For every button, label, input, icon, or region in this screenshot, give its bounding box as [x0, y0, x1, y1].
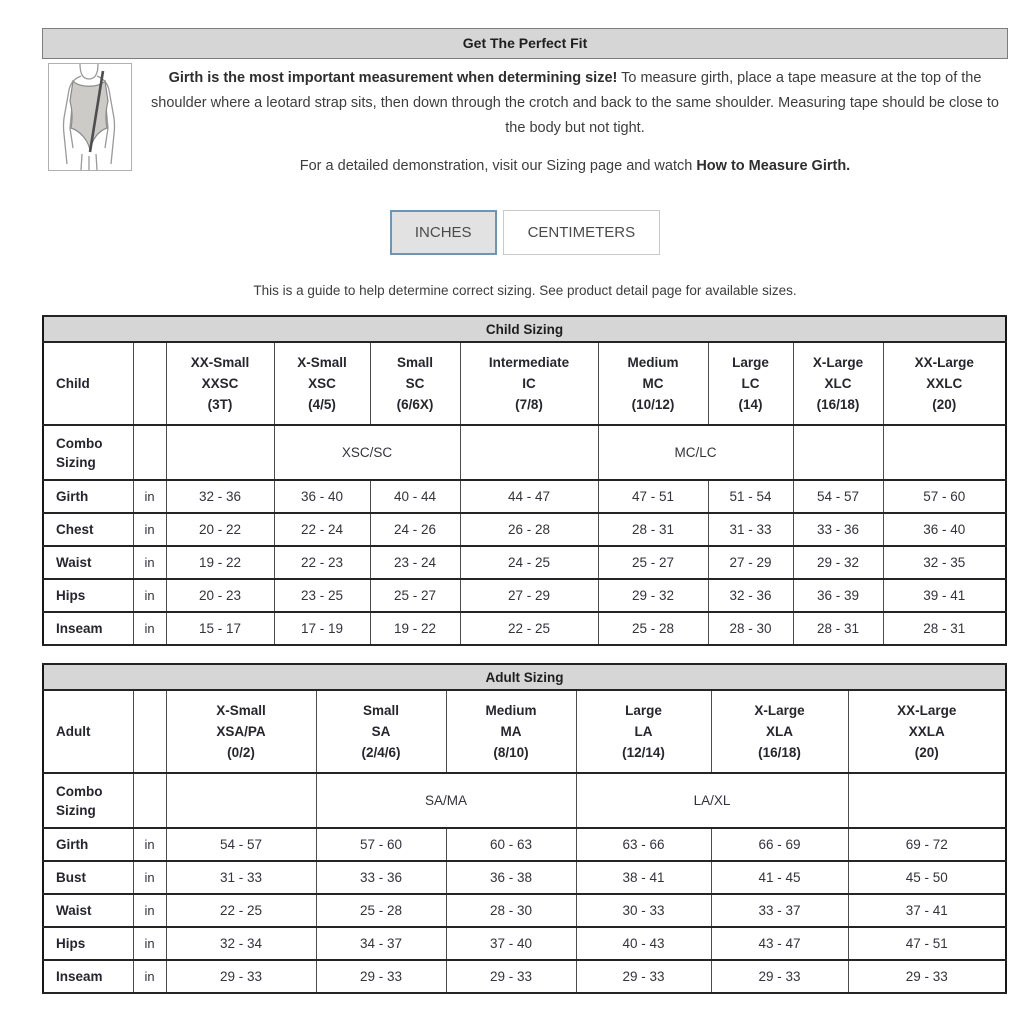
- size-range-cell: 27 - 29: [460, 579, 598, 612]
- size-header-line: XSC: [308, 376, 336, 391]
- table-group-label: Child: [43, 342, 133, 425]
- size-range-cell: 39 - 41: [883, 579, 1006, 612]
- size-range-cell: 25 - 27: [370, 579, 460, 612]
- size-range-cell: 32 - 35: [883, 546, 1006, 579]
- size-column-header: [711, 690, 848, 773]
- unit-cell: in: [133, 960, 166, 993]
- size-range-cell: 22 - 25: [166, 894, 316, 927]
- size-range-cell: 33 - 36: [793, 513, 883, 546]
- combo-size-cell: SA/MA: [316, 773, 576, 828]
- combo-size-cell: [460, 425, 598, 480]
- unit-toggle: [42, 210, 1008, 255]
- size-header-line: XX-Small: [190, 355, 250, 370]
- size-range-cell: 22 - 23: [274, 546, 370, 579]
- size-header-line: MC: [642, 376, 664, 391]
- size-column-header: [274, 342, 370, 425]
- size-header-line: XSA/PA: [216, 724, 266, 739]
- centimeters-button[interactable]: CENTIMETERS: [503, 210, 661, 255]
- size-range-cell: 41 - 45: [711, 861, 848, 894]
- size-range-cell: 32 - 36: [708, 579, 793, 612]
- size-range-cell: 28 - 31: [883, 612, 1006, 645]
- size-range-cell: 29 - 32: [793, 546, 883, 579]
- size-range-cell: 24 - 25: [460, 546, 598, 579]
- unit-cell: in: [133, 513, 166, 546]
- size-range-cell: 29 - 33: [711, 960, 848, 993]
- sizing-guide-note: This is a guide to help determine correct sizing. See product detail page for available sizes.: [253, 283, 797, 298]
- size-range-cell: 45 - 50: [848, 861, 1006, 894]
- measurement-row: [43, 894, 1006, 927]
- size-range-cell: 29 - 33: [316, 960, 446, 993]
- size-header-line: SC: [405, 376, 425, 391]
- size-column-header: [370, 342, 460, 425]
- size-range-cell: 36 - 39: [793, 579, 883, 612]
- size-range-cell: 47 - 51: [598, 480, 708, 513]
- unit-cell: in: [133, 546, 166, 579]
- measurement-label: Hips: [43, 579, 133, 612]
- size-header-line: LC: [741, 376, 760, 391]
- size-range-cell: 30 - 33: [576, 894, 711, 927]
- size-range-cell: 31 - 33: [708, 513, 793, 546]
- measurement-row: [43, 480, 1006, 513]
- demo-instruction-text: [42, 158, 1008, 174]
- size-range-cell: 40 - 43: [576, 927, 711, 960]
- combo-size-cell: XSC/SC: [274, 425, 460, 480]
- unit-column-header: [133, 342, 166, 425]
- unit-cell: in: [133, 480, 166, 513]
- size-column-header: [576, 690, 711, 773]
- measurement-row: [43, 513, 1006, 546]
- inches-button[interactable]: INCHES: [390, 210, 497, 255]
- size-header-line: X-Small: [216, 703, 266, 718]
- unit-cell: in: [133, 828, 166, 861]
- measurement-row: [43, 612, 1006, 645]
- measurement-label: Hips: [43, 927, 133, 960]
- size-range-cell: 29 - 33: [166, 960, 316, 993]
- size-range-cell: 25 - 28: [316, 894, 446, 927]
- size-range-cell: 20 - 22: [166, 513, 274, 546]
- size-range-cell: 37 - 41: [848, 894, 1006, 927]
- size-guide-page: [42, 28, 1008, 994]
- adult-sizing-table: [42, 663, 1007, 994]
- combo-row-label: Combo Sizing: [43, 773, 133, 828]
- size-range-cell: 28 - 30: [708, 612, 793, 645]
- unit-cell: in: [133, 579, 166, 612]
- girth-intro-rest: To measure girth, place a tape measure at the top of the shoulder where a leotard strap sits, then down through the crotch and back to the same shoulder. Measuring tape should be close to the body but not tight.: [151, 70, 999, 136]
- size-range-cell: 57 - 60: [883, 480, 1006, 513]
- size-header-line: LA: [634, 724, 653, 739]
- combo-size-cell: [883, 425, 1006, 480]
- size-column-header: [793, 342, 883, 425]
- size-range-cell: 54 - 57: [166, 828, 316, 861]
- size-range-cell: 32 - 34: [166, 927, 316, 960]
- size-range-cell: 40 - 44: [370, 480, 460, 513]
- size-header-line: (16/18): [816, 397, 860, 412]
- size-range-cell: 66 - 69: [711, 828, 848, 861]
- size-range-cell: 27 - 29: [708, 546, 793, 579]
- combo-row-label: Combo Sizing: [43, 425, 133, 480]
- size-column-header: [166, 690, 316, 773]
- size-range-cell: 47 - 51: [848, 927, 1006, 960]
- combo-size-cell: [793, 425, 883, 480]
- size-range-cell: 20 - 23: [166, 579, 274, 612]
- girth-intro-text: [42, 59, 1008, 141]
- measurement-label: Inseam: [43, 960, 133, 993]
- measurement-label: Chest: [43, 513, 133, 546]
- size-header-line: XX-Large: [897, 703, 957, 718]
- size-range-cell: 63 - 66: [576, 828, 711, 861]
- size-range-cell: 43 - 47: [711, 927, 848, 960]
- leotard-girth-diagram-icon: [48, 63, 132, 171]
- child-sizing-table: [42, 315, 1007, 646]
- unit-column-header: [133, 690, 166, 773]
- size-range-cell: 22 - 25: [460, 612, 598, 645]
- size-column-header: [166, 342, 274, 425]
- size-header-line: (2/4/6): [361, 745, 401, 760]
- table-caption: Child Sizing: [43, 316, 1006, 342]
- size-range-cell: 69 - 72: [848, 828, 1006, 861]
- page-title: Get The Perfect Fit: [42, 28, 1008, 59]
- size-range-cell: 25 - 27: [598, 546, 708, 579]
- size-range-cell: 15 - 17: [166, 612, 274, 645]
- size-header-line: (8/10): [493, 745, 529, 760]
- size-header-line: (7/8): [515, 397, 543, 412]
- measurement-row: [43, 579, 1006, 612]
- girth-intro-bold: Girth is the most important measurement when determining size!: [168, 70, 618, 86]
- size-range-cell: 26 - 28: [460, 513, 598, 546]
- measurement-row: [43, 927, 1006, 960]
- size-header-line: (4/5): [308, 397, 336, 412]
- size-range-cell: 19 - 22: [166, 546, 274, 579]
- size-column-header: [316, 690, 446, 773]
- measurement-label: Girth: [43, 828, 133, 861]
- size-range-cell: 25 - 28: [598, 612, 708, 645]
- size-header-line: (14): [738, 397, 763, 412]
- combo-size-cell: [166, 773, 316, 828]
- size-header-line: X-Large: [754, 703, 805, 718]
- combo-size-cell: [848, 773, 1006, 828]
- size-range-cell: 37 - 40: [446, 927, 576, 960]
- demo-text: For a detailed demonstration, visit our Sizing page and watch: [299, 158, 697, 174]
- size-header-line: X-Large: [812, 355, 864, 370]
- size-range-cell: 24 - 26: [370, 513, 460, 546]
- size-header-line: Large: [732, 355, 769, 370]
- size-header-line: SA: [371, 724, 391, 739]
- size-header-line: XX-Large: [914, 355, 974, 370]
- size-range-cell: 33 - 37: [711, 894, 848, 927]
- measurement-row: [43, 960, 1006, 993]
- size-header-line: Large: [625, 703, 662, 718]
- measurement-label: Waist: [43, 546, 133, 579]
- size-range-cell: 22 - 24: [274, 513, 370, 546]
- size-header-line: Medium: [627, 355, 679, 370]
- size-range-cell: 28 - 31: [793, 612, 883, 645]
- size-header-line: (12/14): [622, 745, 665, 760]
- unit-cell: [133, 773, 166, 828]
- size-range-cell: 32 - 36: [166, 480, 274, 513]
- size-range-cell: 54 - 57: [793, 480, 883, 513]
- size-header-line: (10/12): [631, 397, 675, 412]
- size-range-cell: 34 - 37: [316, 927, 446, 960]
- size-range-cell: 51 - 54: [708, 480, 793, 513]
- size-header-line: (20): [932, 397, 957, 412]
- size-header-line: XXLA: [908, 724, 945, 739]
- size-range-cell: 36 - 40: [274, 480, 370, 513]
- unit-cell: in: [133, 612, 166, 645]
- size-range-cell: 36 - 38: [446, 861, 576, 894]
- measurement-row: [43, 828, 1006, 861]
- size-header-line: Small: [396, 355, 434, 370]
- size-column-header: [598, 342, 708, 425]
- size-header-line: Intermediate: [488, 355, 570, 370]
- unit-cell: in: [133, 927, 166, 960]
- leotard-icon: [50, 64, 130, 170]
- size-column-header: [708, 342, 793, 425]
- size-range-cell: 28 - 30: [446, 894, 576, 927]
- size-header-line: XLA: [766, 724, 793, 739]
- combo-size-cell: [166, 425, 274, 480]
- size-header-line: (3T): [207, 397, 233, 412]
- size-column-header: [848, 690, 1006, 773]
- size-range-cell: 23 - 25: [274, 579, 370, 612]
- unit-cell: [133, 425, 166, 480]
- size-range-cell: 38 - 41: [576, 861, 711, 894]
- size-column-header: [446, 690, 576, 773]
- size-range-cell: 60 - 63: [446, 828, 576, 861]
- measurement-row: [43, 546, 1006, 579]
- size-range-cell: 29 - 32: [598, 579, 708, 612]
- size-header-line: XLC: [824, 376, 852, 391]
- measurement-label: Waist: [43, 894, 133, 927]
- table-group-label: Adult: [43, 690, 133, 773]
- size-header-line: (16/18): [758, 745, 801, 760]
- size-range-cell: 17 - 19: [274, 612, 370, 645]
- size-header-line: MA: [500, 724, 522, 739]
- size-range-cell: 57 - 60: [316, 828, 446, 861]
- size-range-cell: 33 - 36: [316, 861, 446, 894]
- size-range-cell: 36 - 40: [883, 513, 1006, 546]
- size-range-cell: 29 - 33: [576, 960, 711, 993]
- size-range-cell: 31 - 33: [166, 861, 316, 894]
- size-header-line: XXSC: [201, 376, 239, 391]
- size-range-cell: 44 - 47: [460, 480, 598, 513]
- size-range-cell: 29 - 33: [446, 960, 576, 993]
- size-header-line: Small: [362, 703, 400, 718]
- size-range-cell: 23 - 24: [370, 546, 460, 579]
- combo-size-cell: MC/LC: [598, 425, 793, 480]
- measurement-row: [43, 861, 1006, 894]
- size-header-line: (0/2): [227, 745, 255, 760]
- size-range-cell: 29 - 33: [848, 960, 1006, 993]
- measurement-label: Girth: [43, 480, 133, 513]
- size-column-header: [460, 342, 598, 425]
- size-header-line: (6/6X): [396, 397, 434, 412]
- measurement-label: Inseam: [43, 612, 133, 645]
- size-column-header: [883, 342, 1006, 425]
- size-header-line: IC: [522, 376, 536, 391]
- combo-size-cell: LA/XL: [576, 773, 848, 828]
- size-header-line: XXLC: [926, 376, 963, 391]
- size-header-line: X-Small: [297, 355, 347, 370]
- size-header-line: (20): [914, 745, 939, 760]
- unit-cell: in: [133, 894, 166, 927]
- size-range-cell: 28 - 31: [598, 513, 708, 546]
- size-header-line: Medium: [485, 703, 537, 718]
- measurement-label: Bust: [43, 861, 133, 894]
- size-range-cell: 19 - 22: [370, 612, 460, 645]
- demo-bold-text: How to Measure Girth.: [696, 158, 851, 174]
- unit-cell: in: [133, 861, 166, 894]
- table-caption: Adult Sizing: [43, 664, 1006, 690]
